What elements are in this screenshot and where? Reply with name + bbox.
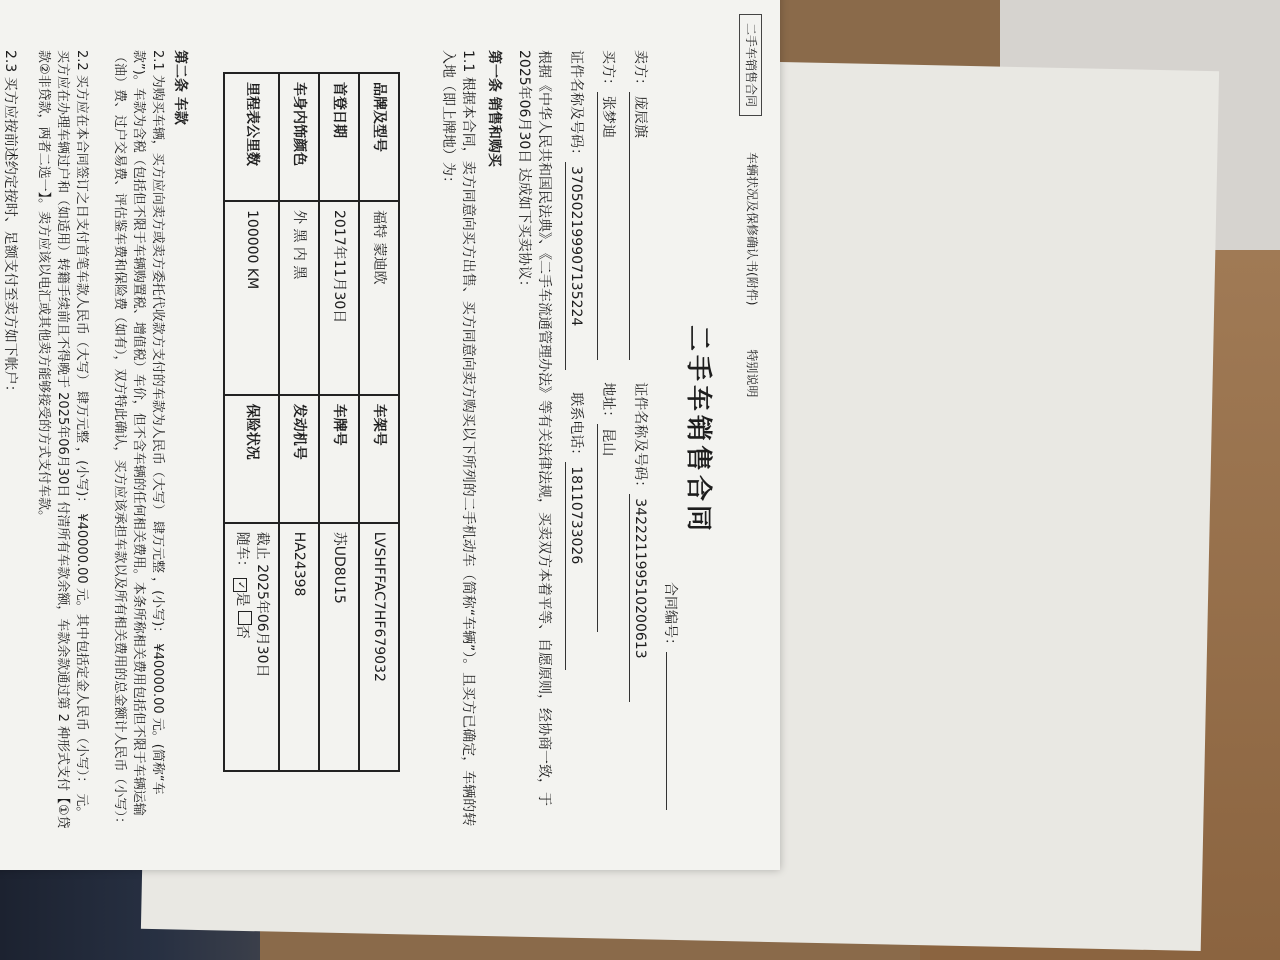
checkbox-no-icon	[238, 611, 252, 625]
article-1-1: 1.1 根据本合同，卖方同意向买方出售、买方同意向卖方购买以下所列的二手机动车（简称“车辆”）。且买方已确定，车辆的转入地（即上牌地）为：	[439, 50, 476, 827]
document-title: 二手车销售合同	[683, 324, 713, 535]
insurance-value: 截止 2025年06月30日 随车： ✓是 否	[224, 523, 279, 771]
preamble: 根据《中华人民共和国民法典》、《二手车流通管理办法》等有关法律法规，买卖双方本着平等、自愿原则，经协商一致，于 2025年06月30日 达成如下买卖协议：	[515, 50, 552, 806]
article-1-title: 第一条 销售和购买	[486, 50, 502, 167]
contract-number: 合同编号：	[660, 582, 680, 810]
article-2-1: 2.1 为购买车辆，买方应向卖方或卖方委托代收款方支付的车款为人民币（大写） 肆万元整 ，(小写)： ¥40000.00 元。(简称“车款”)。车款为含税（包括但不限于车辆购置税、增值税）车价，但不含车辆的任何相关费用。本条所称相关费用包括但不限于车辆运输（油）费、过户交易费、评估鉴车费和保险费（如有），双方特此确认，买方应该承担车款以及所有相关费用的总金额计人民币（小写）：	[112, 50, 165, 831]
plate-value: 苏UD8U15	[319, 523, 359, 771]
insurance-label: 保险状况	[224, 395, 279, 523]
brand-value: 福特 蒙迪欧	[359, 201, 399, 395]
header-tab-contract: 二手车销售合同	[739, 14, 762, 116]
reg-date-label: 首登日期	[319, 73, 359, 201]
vehicle-table	[223, 72, 400, 772]
seller-row: 卖方：庞辰旗 证件名称及号码：342221199510200613	[629, 50, 650, 702]
article-2-2: 2.2 买方应在本合同签订之日支付首笔车款人民币（大写） 肆万元整 ，(小写)： ¥40000.00 元。其中包括定金人民币（小写）： 元。买方应在办理车辆过户和（如适用）转籍手续前且不得晚于 2025年06月30日 付清所有车款余额，车款余款通过第 2 种形式支付【①贷款②非贷款，两者二选一】。卖方应该以电汇或其他卖方能够接受的方式支付车款。	[36, 50, 89, 829]
header-tab-notes: 特别说明	[745, 349, 759, 398]
engine-value: HA24398	[279, 523, 319, 771]
header-tab-attachment: 车辆状况及保修确认书(附件)	[745, 152, 759, 306]
vin-label: 车架号	[359, 395, 399, 523]
engine-label: 发动机号	[279, 395, 319, 523]
color-label: 车身内饰颜色	[279, 73, 319, 201]
buyer-id-row: 证件名称及号码：370502199907135224 联系电话：18110733026	[565, 50, 586, 670]
brand-label: 品牌及型号	[359, 73, 399, 201]
vin-value: LVSHFFAC7HF679032	[359, 523, 399, 771]
buyer-row: 买方：张梦迪 地址：昆山	[597, 50, 618, 632]
article-2-title: 第二条 车款	[172, 50, 188, 125]
mileage-label: 里程表公里数	[224, 73, 279, 201]
mileage-value: 100000 KM	[224, 201, 279, 395]
article-2-3: 2.3 买方应按前述约定按时、足额支付至卖方如下帐户：	[2, 50, 18, 399]
header-tabs	[739, 14, 762, 846]
plate-label: 车牌号	[319, 395, 359, 523]
color-value: 外 黑 内 黑	[279, 201, 319, 395]
reg-date-value: 2017年11月30日	[319, 201, 359, 395]
checkbox-yes-icon: ✓	[233, 578, 247, 592]
